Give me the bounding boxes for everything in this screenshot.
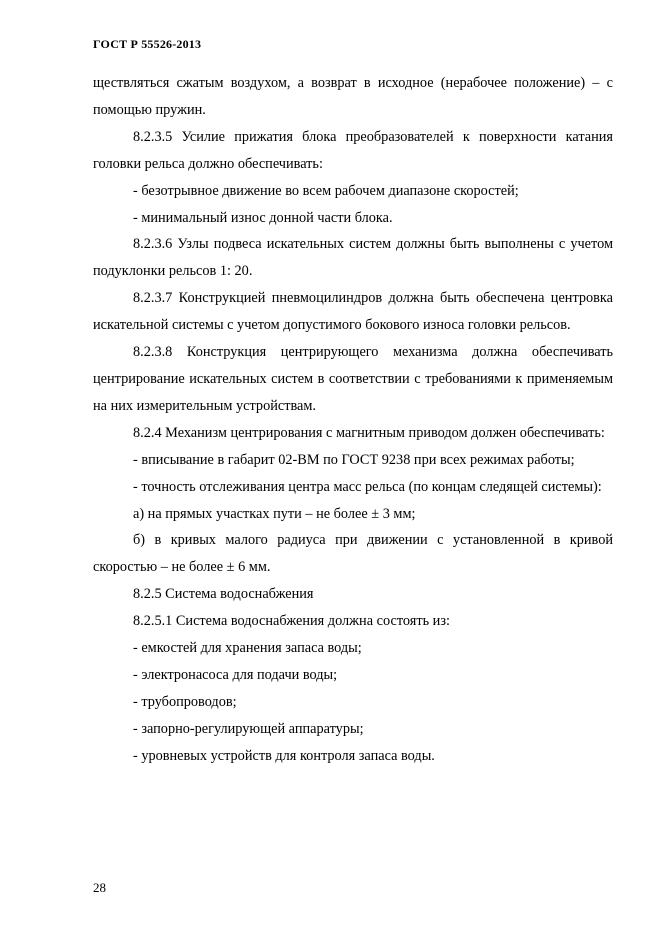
list-item: - уровневых устройств для контроля запаса воды. xyxy=(133,747,435,764)
document-header: ГОСТ Р 55526-2013 xyxy=(93,37,202,51)
paragraph: 8.2.5.1 Система водоснабжения должна состоять из: xyxy=(133,613,450,630)
paragraph: ществляться сжатым воздухом, а возврат в исходное (нерабочее положение) – с помощью пружин. xyxy=(93,75,613,118)
section-heading: 8.2.5 Система водоснабжения xyxy=(133,586,314,603)
paragraph: 8.2.3.6 Узлы подвеса искательных систем должны быть выполнены с учетом подуклонки рельсов 1: 20. xyxy=(93,236,613,280)
paragraph: 8.2.3.5 Усилие прижатия блока преобразователей к поверхности катания головки рельса должно обеспечивать: xyxy=(93,128,613,172)
list-item: - безотрывное движение во всем рабочем диапазоне скоростей; xyxy=(133,182,519,199)
list-item: - запорно-регулирующей аппаратуры; xyxy=(133,720,364,737)
paragraph: 8.2.4 Механизм центрирования с магнитным приводом должен обеспечивать: xyxy=(133,424,605,441)
list-item: а) на прямых участках пути – не более ± 3 мм; xyxy=(133,505,416,522)
paragraph: 8.2.3.8 Конструкция центрирующего механизма должна обеспечивать центрирование искательных систем в соответствии с требованиями к применяемым на них измерительным устройствам. xyxy=(93,344,613,414)
list-item: - минимальный износ донной части блока. xyxy=(133,209,393,226)
list-item: - электронасоса для подачи воды; xyxy=(133,666,338,683)
document-body xyxy=(93,70,613,770)
list-item: - трубопроводов; xyxy=(133,693,237,710)
list-item: б) в кривых малого радиуса при движении с установленной в кривой скоростью – не более ± 6 мм. xyxy=(93,532,613,576)
page-number: 28 xyxy=(93,880,106,895)
list-item: - вписывание в габарит 02-ВМ по ГОСТ 9238 при всех режимах работы; xyxy=(133,451,575,468)
list-item: - емкостей для хранения запаса воды; xyxy=(133,640,362,657)
list-item: - точность отслеживания центра масс рельса (по концам следящей системы): xyxy=(133,478,602,495)
paragraph: 8.2.3.7 Конструкцией пневмоцилиндров должна быть обеспечена центровка искательной системы с учетом допустимого бокового износа головки рельсов. xyxy=(93,290,613,334)
